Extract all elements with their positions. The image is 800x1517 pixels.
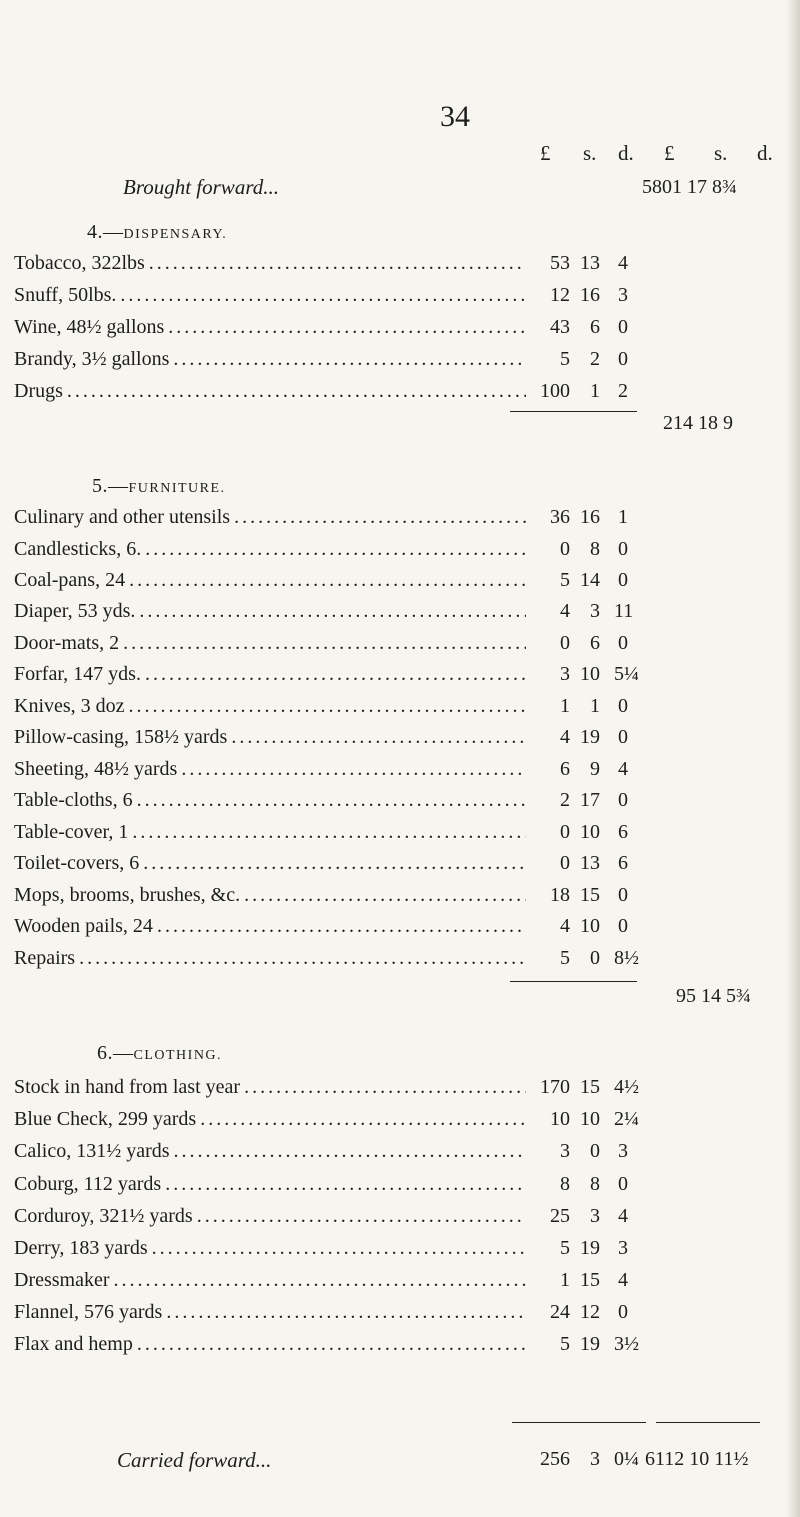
item-label: Coal-pans, 24 . . .: [14, 569, 526, 592]
item-pounds: 43: [550, 316, 570, 338]
item-label: Forfar, 147 yds. . . .: [14, 663, 526, 686]
item-pounds: 4: [560, 600, 570, 622]
item-pounds: 5: [560, 1333, 570, 1355]
item-label: Wine, 48½ gallons . . .: [14, 316, 526, 339]
item-pence: 3: [618, 1140, 628, 1162]
item-shillings: 3: [590, 600, 600, 622]
item-pounds: 36: [550, 506, 570, 528]
pounds-total-header: £: [664, 141, 675, 165]
item-pounds: 5: [560, 1237, 570, 1259]
item-pounds: 170: [540, 1076, 570, 1098]
carried-shillings: 3: [590, 1448, 600, 1470]
pounds-header: £: [540, 141, 551, 165]
item-shillings: 3: [590, 1205, 600, 1227]
item-pence: 4: [618, 758, 628, 780]
item-label: Candlesticks, 6. . . .: [14, 538, 526, 561]
item-shillings: 15: [580, 1076, 600, 1098]
item-shillings: 10: [580, 915, 600, 937]
item-shillings: 17: [580, 789, 600, 811]
line-item: [0, 316, 800, 348]
item-shillings: 13: [580, 852, 600, 874]
line-item: [0, 789, 800, 821]
item-pence: 5¼: [614, 663, 639, 685]
section-title: FURNITURE.: [128, 481, 226, 496]
page-number: 34: [440, 100, 470, 133]
item-pounds: 0: [560, 852, 570, 874]
item-pence: 3: [618, 284, 628, 306]
item-pence: 0: [618, 915, 628, 937]
section-title: CLOTHING.: [133, 1048, 223, 1063]
line-item: [0, 1301, 800, 1333]
item-pounds: 5: [560, 569, 570, 591]
item-pence: 0: [618, 1301, 628, 1323]
item-label: Culinary and other utensils . . .: [14, 506, 526, 529]
line-item: [0, 1076, 800, 1108]
section-number: 6.—: [97, 1042, 134, 1064]
item-pence: 0: [618, 348, 628, 370]
item-pounds: 0: [560, 821, 570, 843]
item-shillings: 19: [580, 1237, 600, 1259]
shillings-total-header: s.: [714, 141, 728, 165]
item-label: Derry, 183 yards . . .: [14, 1237, 526, 1260]
line-item: [0, 1173, 800, 1205]
line-item: [0, 252, 800, 284]
line-item: [0, 758, 800, 790]
line-item: [0, 569, 800, 601]
page-edge-shadow: [786, 0, 800, 1517]
subtotal-rule: [510, 981, 637, 982]
item-label: Repairs . . .: [14, 947, 526, 970]
item-label: Tobacco, 322lbs . . .: [14, 252, 526, 275]
item-pence: 6: [618, 852, 628, 874]
item-shillings: 1: [590, 695, 600, 717]
line-item: [0, 1237, 800, 1269]
item-shillings: 10: [580, 1108, 600, 1130]
section-title: DISPENSARY.: [123, 227, 228, 242]
item-pence: 6: [618, 821, 628, 843]
carried-pence: 0¼: [614, 1448, 639, 1470]
item-shillings: 14: [580, 569, 600, 591]
line-item: [0, 1269, 800, 1301]
item-pounds: 6: [560, 758, 570, 780]
total-rule-right: [656, 1422, 760, 1423]
item-pence: 0: [618, 538, 628, 560]
subtotal-rule: [510, 411, 637, 412]
item-pence: 0: [618, 569, 628, 591]
line-item: [0, 1205, 800, 1237]
item-shillings: 0: [590, 947, 600, 969]
item-pounds: 24: [550, 1301, 570, 1323]
item-shillings: 8: [590, 1173, 600, 1195]
line-item: [0, 695, 800, 727]
item-shillings: 10: [580, 821, 600, 843]
line-item: [0, 632, 800, 664]
item-pence: 3½: [614, 1333, 639, 1355]
item-shillings: 10: [580, 663, 600, 685]
item-label: Table-cover, 1 . . .: [14, 821, 526, 844]
item-label: Coburg, 112 yards . . .: [14, 1173, 526, 1196]
item-pounds: 100: [540, 380, 570, 402]
item-pounds: 3: [560, 1140, 570, 1162]
item-pence: 0: [618, 632, 628, 654]
section-heading-furniture: [92, 475, 226, 498]
item-label: Flax and hemp . . .: [14, 1333, 526, 1356]
item-pence: 11: [614, 600, 634, 622]
item-pounds: 10: [550, 1108, 570, 1130]
item-shillings: 12: [580, 1301, 600, 1323]
item-label: Corduroy, 321½ yards . . .: [14, 1205, 526, 1228]
section-heading-clothing: [97, 1042, 222, 1065]
item-pounds: 25: [550, 1205, 570, 1227]
item-pence: 2: [618, 380, 628, 402]
item-shillings: 2: [590, 348, 600, 370]
item-label: Mops, brooms, brushes, &c. . . .: [14, 884, 526, 907]
item-shillings: 9: [590, 758, 600, 780]
line-item: [0, 821, 800, 853]
item-label: Knives, 3 doz . . .: [14, 695, 526, 718]
item-pence: 4: [618, 252, 628, 274]
item-pounds: 5: [560, 348, 570, 370]
line-item: [0, 600, 800, 632]
item-pounds: 0: [560, 632, 570, 654]
item-pence: 0: [618, 789, 628, 811]
pence-total-header: d.: [757, 141, 773, 165]
item-pounds: 8: [560, 1173, 570, 1195]
line-item: [0, 663, 800, 695]
item-pence: 0: [618, 316, 628, 338]
item-pounds: 1: [560, 1269, 570, 1291]
item-label: Pillow-casing, 158½ yards . . .: [14, 726, 526, 749]
item-pounds: 3: [560, 663, 570, 685]
item-pounds: 4: [560, 915, 570, 937]
item-shillings: 15: [580, 884, 600, 906]
section-total: 95 14 5¾: [676, 985, 751, 1007]
item-shillings: 16: [580, 284, 600, 306]
item-shillings: 19: [580, 1333, 600, 1355]
line-item: [0, 1108, 800, 1140]
item-label: Toilet-covers, 6 . . .: [14, 852, 526, 875]
brought-forward-total: 5801 17 8¾: [642, 176, 737, 198]
item-shillings: 6: [590, 316, 600, 338]
item-pence: 4: [618, 1269, 628, 1291]
item-pounds: 4: [560, 726, 570, 748]
item-label: Calico, 131½ yards . . .: [14, 1140, 526, 1163]
section-heading-dispensary: [87, 221, 227, 244]
item-label: Dressmaker . . .: [14, 1269, 526, 1292]
item-pounds: 12: [550, 284, 570, 306]
item-shillings: 8: [590, 538, 600, 560]
item-pounds: 2: [560, 789, 570, 811]
item-shillings: 6: [590, 632, 600, 654]
line-item: [0, 884, 800, 916]
item-pence: 0: [618, 1173, 628, 1195]
item-label: Brandy, 3½ gallons . . .: [14, 348, 526, 371]
section-number: 5.—: [92, 475, 129, 497]
item-shillings: 16: [580, 506, 600, 528]
item-label: Snuff, 50lbs. . . .: [14, 284, 526, 307]
line-item: [0, 915, 800, 947]
item-pence: 0: [618, 726, 628, 748]
item-label: Door-mats, 2 . . .: [14, 632, 526, 655]
shillings-header: s.: [583, 141, 597, 165]
section-number: 4.—: [87, 221, 124, 243]
line-item: [0, 852, 800, 884]
item-shillings: 13: [580, 252, 600, 274]
line-item: [0, 1333, 800, 1365]
carried-forward-total: 6112 10 11½: [645, 1448, 749, 1470]
item-shillings: 1: [590, 380, 600, 402]
item-pounds: 5: [560, 947, 570, 969]
line-item: [0, 1140, 800, 1172]
carried-pounds: 256: [540, 1448, 570, 1470]
item-shillings: 19: [580, 726, 600, 748]
item-pence: 3: [618, 1237, 628, 1259]
item-pence: 8½: [614, 947, 639, 969]
item-label: Flannel, 576 yards . . .: [14, 1301, 526, 1324]
item-label: Blue Check, 299 yards . . .: [14, 1108, 526, 1131]
item-label: Diaper, 53 yds. . . .: [14, 600, 526, 623]
item-pounds: 0: [560, 538, 570, 560]
item-label: Wooden pails, 24 . . .: [14, 915, 526, 938]
item-shillings: 15: [580, 1269, 600, 1291]
line-item: [0, 947, 800, 979]
item-shillings: 0: [590, 1140, 600, 1162]
item-label: Drugs . . .: [14, 380, 526, 403]
item-pounds: 1: [560, 695, 570, 717]
line-item: [0, 348, 800, 380]
line-item: [0, 506, 800, 538]
brought-forward-label: Brought forward...: [123, 175, 279, 199]
line-item: [0, 726, 800, 758]
item-pence: 2¼: [614, 1108, 639, 1130]
item-pence: 0: [618, 695, 628, 717]
line-item: [0, 538, 800, 570]
item-label: Stock in hand from last year . . .: [14, 1076, 526, 1099]
line-item: [0, 380, 800, 412]
item-pence: 1: [618, 506, 628, 528]
item-label: Sheeting, 48½ yards . . .: [14, 758, 526, 781]
item-pence: 0: [618, 884, 628, 906]
section-total: 214 18 9: [663, 412, 733, 434]
line-item: [0, 284, 800, 316]
item-pounds: 18: [550, 884, 570, 906]
item-pence: 4½: [614, 1076, 639, 1098]
total-rule-left: [512, 1422, 646, 1423]
item-label: Table-cloths, 6 . . .: [14, 789, 526, 812]
item-pence: 4: [618, 1205, 628, 1227]
carried-forward-label: Carried forward...: [117, 1448, 272, 1472]
item-pounds: 53: [550, 252, 570, 274]
pence-header: d.: [618, 141, 634, 165]
